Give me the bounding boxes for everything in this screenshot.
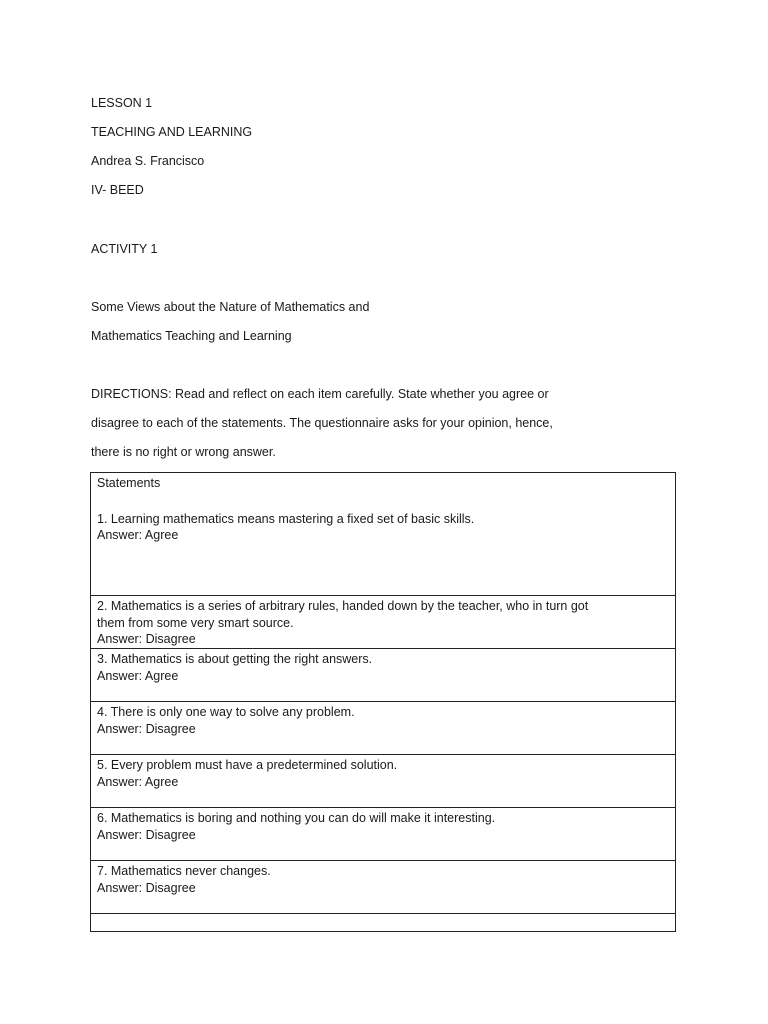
answer-text: Answer: Disagree bbox=[97, 721, 196, 736]
table-header: Statements bbox=[97, 476, 161, 490]
directions-line3: there is no right or wrong answer. bbox=[91, 445, 276, 459]
directions-line2: disagree to each of the statements. The questionnaire asks for your opinion, hence, bbox=[91, 416, 553, 430]
statement-text: 3. Mathematics is about getting the right answers. bbox=[97, 652, 373, 666]
empty-table-row bbox=[91, 913, 675, 931]
activity-title: ACTIVITY 1 bbox=[91, 242, 158, 256]
activity-heading-line2: Mathematics Teaching and Learning bbox=[91, 329, 292, 343]
answer-text: Answer: Disagree bbox=[97, 827, 196, 842]
statements-table bbox=[90, 472, 676, 932]
student-section: IV- BEED bbox=[91, 183, 144, 197]
statement-text: 6. Mathematics is boring and nothing you can do will make it interesting. bbox=[97, 811, 496, 825]
table-row bbox=[91, 860, 675, 913]
answer-text: Answer: Disagree bbox=[97, 880, 196, 895]
table-row bbox=[91, 473, 675, 595]
answer-text: Answer: Agree bbox=[97, 528, 179, 542]
statement-text: 4. There is only one way to solve any problem. bbox=[97, 705, 355, 719]
statement-text: 7. Mathematics never changes. bbox=[97, 864, 271, 878]
lesson-number: LESSON 1 bbox=[91, 96, 153, 110]
directions-line1: DIRECTIONS: Read and reflect on each item carefully. State whether you agree or bbox=[91, 387, 549, 401]
table-row bbox=[91, 807, 675, 860]
activity-heading-line1: Some Views about the Nature of Mathematics and bbox=[91, 300, 370, 314]
statement-text: 2. Mathematics is a series of arbitrary rules, handed down by the teacher, who in turn got them from some very smart source. bbox=[97, 599, 589, 630]
lesson-subject: TEACHING AND LEARNING bbox=[91, 125, 253, 139]
table-row bbox=[91, 648, 675, 701]
answer-text: Answer: Agree bbox=[97, 774, 179, 789]
statement-text: 1. Learning mathematics means mastering a fixed set of basic skills. bbox=[97, 511, 475, 526]
table-row bbox=[91, 701, 675, 754]
table-row bbox=[91, 595, 675, 648]
author-name: Andrea S. Francisco bbox=[91, 154, 205, 168]
answer-text: Answer: Disagree bbox=[97, 632, 196, 646]
answer-text: Answer: Agree bbox=[97, 668, 179, 683]
statement-text: 5. Every problem must have a predetermined solution. bbox=[97, 758, 398, 772]
table-row bbox=[91, 754, 675, 807]
